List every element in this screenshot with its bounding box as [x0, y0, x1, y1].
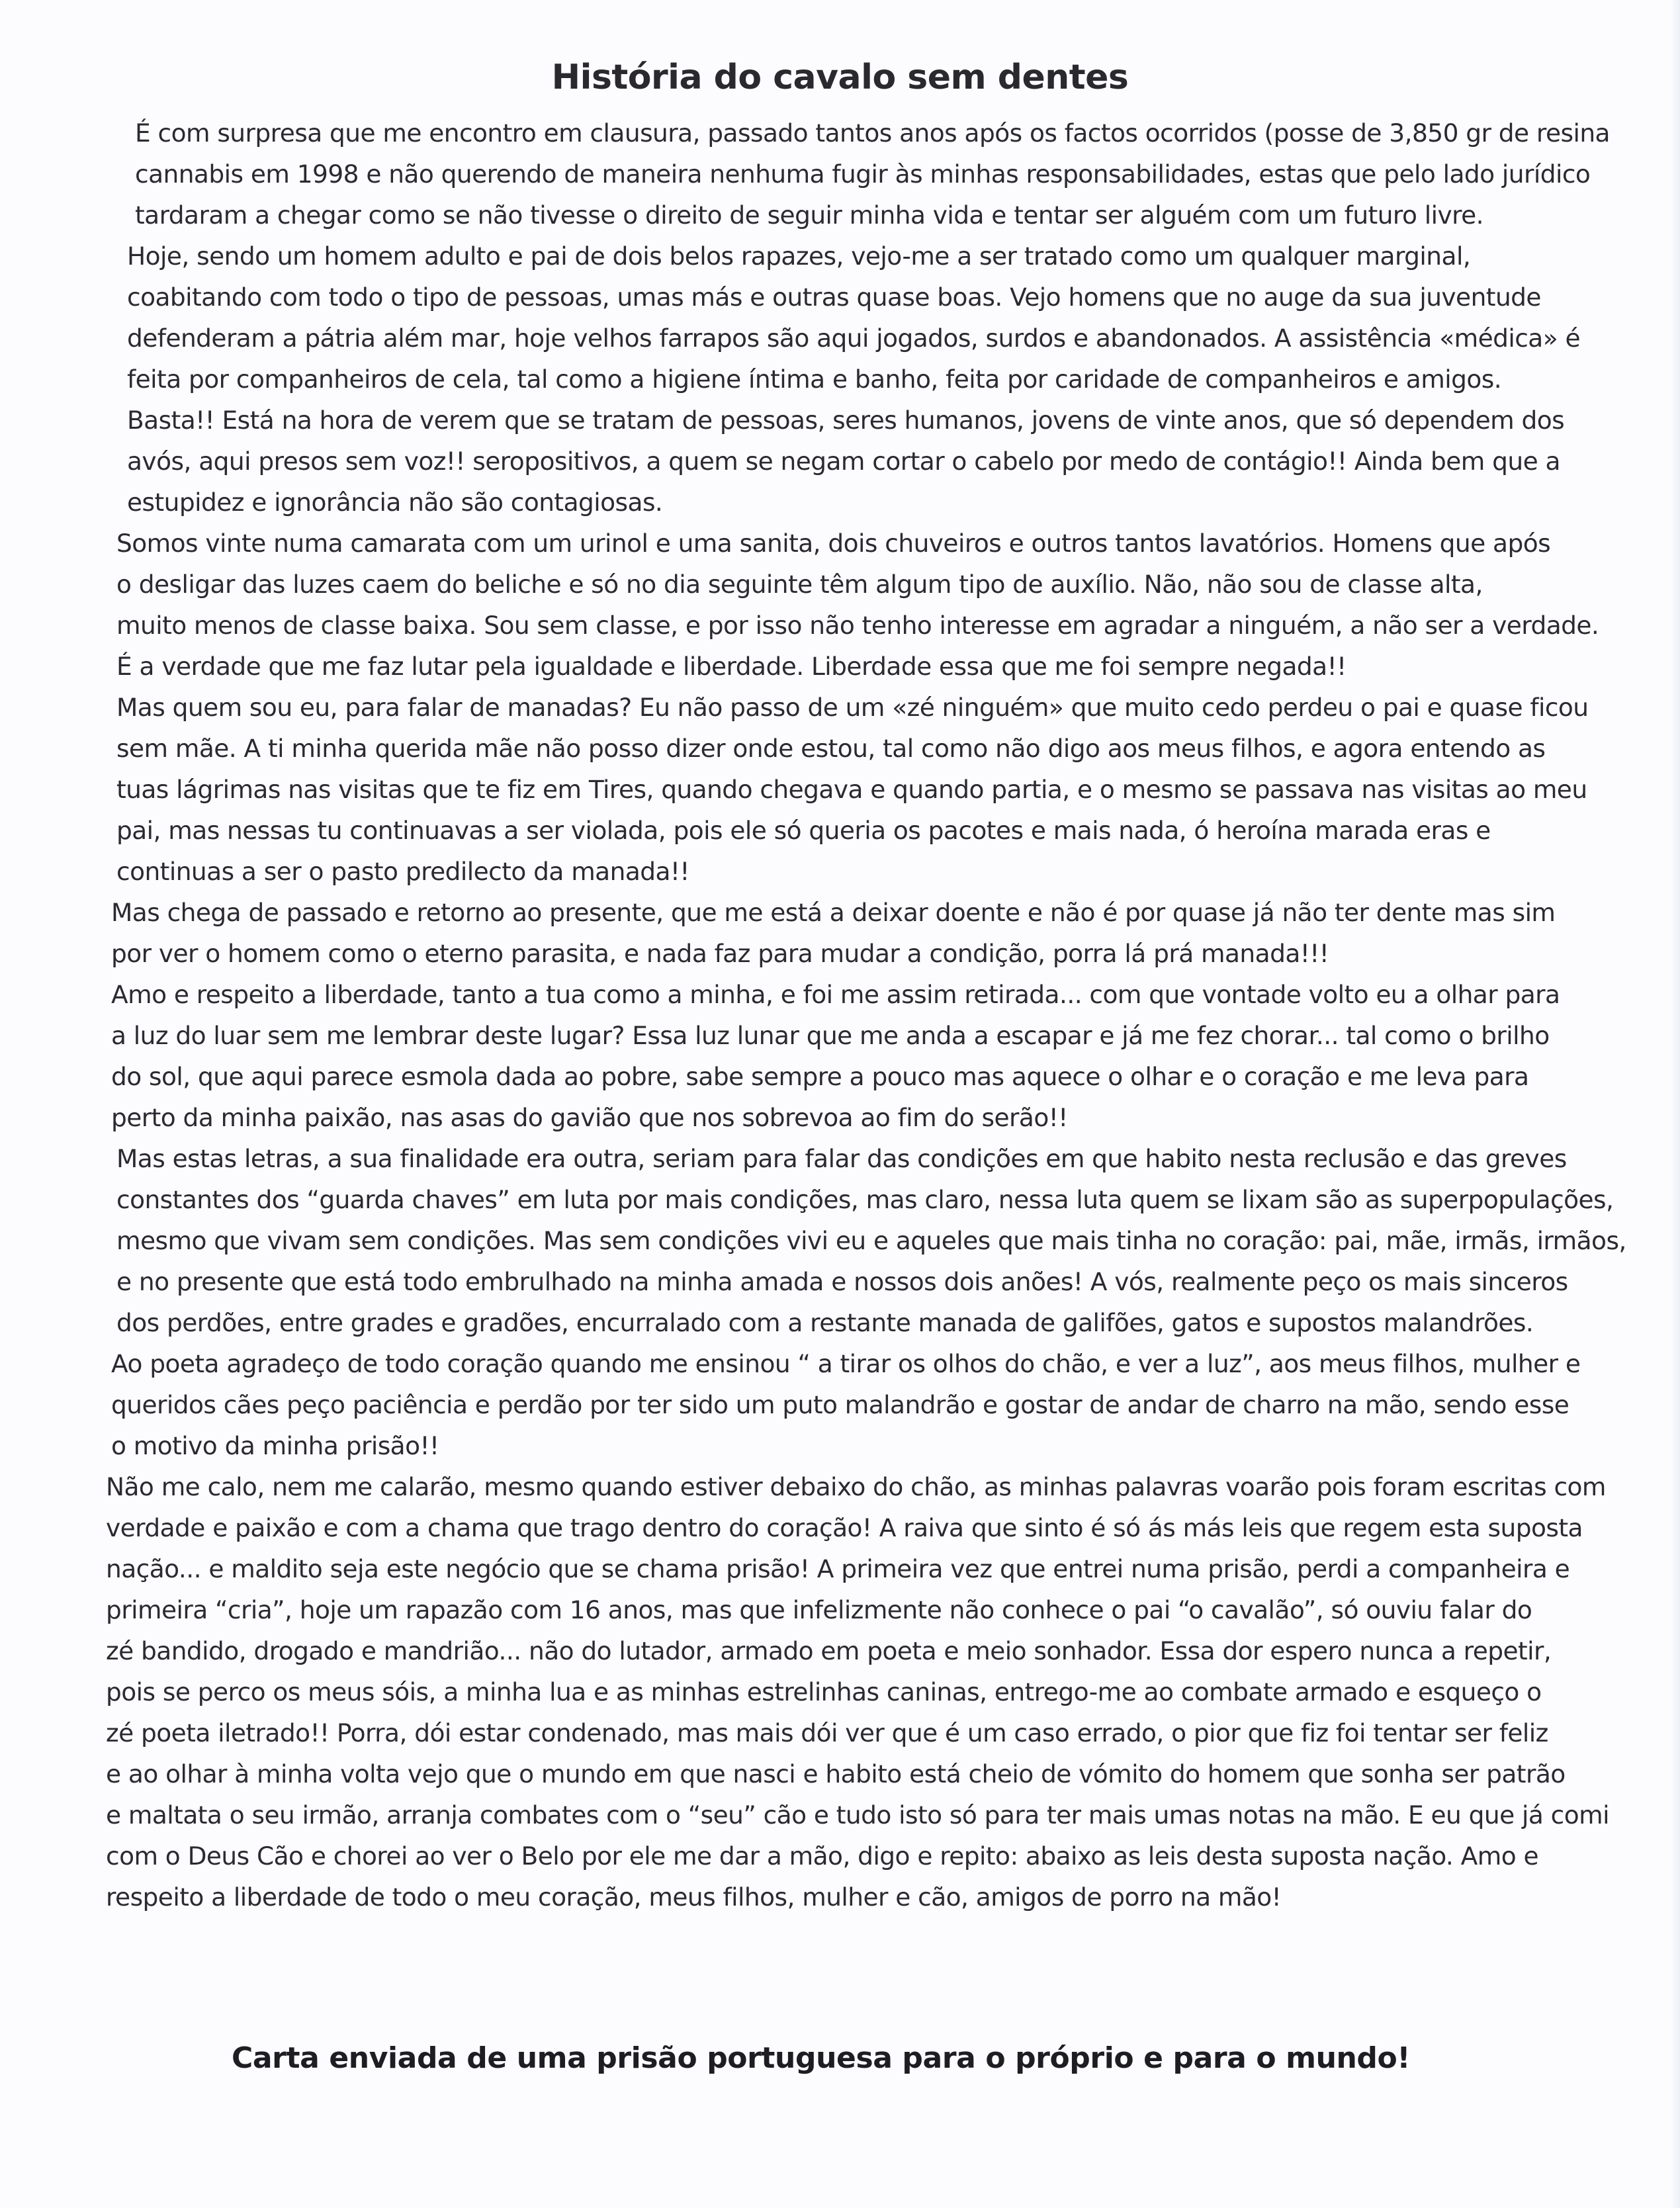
- text-line: nação... e maldito seja este negócio que se chama prisão! A primeira vez que entrei numa prisão, perdi a companheira e: [106, 1554, 1570, 1583]
- text-line: É a verdade que me faz lutar pela igualdade e liberdade. Liberdade essa que me foi sempre negada!!: [116, 652, 1347, 681]
- text-line: pai, mas nessas tu continuavas a ser violada, pois ele só queria os pacotes e mais nada, ó heroína marada eras e: [116, 816, 1491, 845]
- text-line: Basta!! Está na hora de verem que se tratam de pessoas, seres humanos, jovens de vinte anos, que só dependem dos: [127, 406, 1565, 435]
- text-line: mesmo que vivam sem condições. Mas sem condições vivi eu e aqueles que mais tinha no coração: pai, mãe, irmãs, irmãos,: [116, 1226, 1626, 1255]
- text-line: tardaram a chegar como se não tivesse o direito de seguir minha vida e tentar ser alguém com um futuro livre.: [135, 200, 1484, 230]
- text-line: zé poeta iletrado!! Porra, dói estar condenado, mas mais dói ver que é um caso errado, o pior que fiz foi tentar ser feliz: [106, 1718, 1548, 1747]
- text-line: cannabis em 1998 e não querendo de maneira nenhuma fugir às minhas responsabilidades, estas que pelo lado jurídico: [135, 159, 1591, 189]
- page-edge-shadow: [1671, 0, 1680, 2208]
- text-line: por ver o homem como o eterno parasita, e nada faz para mudar a condição, porra lá prá manada!!!: [111, 939, 1329, 968]
- paragraph: [106, 236, 1621, 400]
- paragraph: [106, 400, 1621, 523]
- paragraph: [106, 687, 1621, 892]
- text-line: Somos vinte numa camarata com um urinol e uma sanita, dois chuveiros e outros tantos lavatórios. Homens que após: [116, 529, 1551, 558]
- text-line: o desligar das luzes caem do beliche e só no dia seguinte têm algum tipo de auxílio. Não, não sou de classe alta,: [116, 570, 1483, 599]
- text-line: do sol, que aqui parece esmola dada ao pobre, sabe sempre a pouco mas aquece o olhar e o coração e me leva para: [111, 1062, 1529, 1091]
- paragraph: [106, 892, 1621, 974]
- paragraph: [106, 1138, 1626, 1343]
- letter-body: [106, 112, 1626, 1918]
- text-line: Mas chega de passado e retorno ao presente, que me está a deixar doente e não é por quase já não ter dente mas sim: [111, 898, 1556, 927]
- text-line: dos perdões, entre grades e gradões, encurralado com a restante manada de galifões, gatos e supostos malandrões.: [116, 1308, 1534, 1337]
- paragraph: [106, 974, 1621, 1138]
- text-line: defenderam a pátria além mar, hoje velhos farrapos são aqui jogados, surdos e abandonados. A assistência «médica» é: [127, 324, 1581, 353]
- text-line: sem mãe. A ti minha querida mãe não posso dizer onde estou, tal como não digo aos meus filhos, e agora entendo as: [116, 734, 1546, 763]
- paragraph: [106, 112, 1621, 236]
- text-line: e maltata o seu irmão, arranja combates com o “seu” cão e tudo isto só para ter mais umas notas na mão. E eu que já comi: [106, 1800, 1609, 1830]
- text-line: perto da minha paixão, nas asas do gavião que nos sobrevoa ao fim do serão!!: [111, 1103, 1068, 1132]
- text-line: verdade e paixão e com a chama que trago dentro do coração! A raiva que sinto é só ás más leis que regem esta suposta: [106, 1513, 1583, 1542]
- text-line: zé bandido, drogado e mandrião... não do lutador, armado em poeta e meio sonhador. Essa dor espero nunca a repetir,: [106, 1636, 1552, 1665]
- paragraph: [106, 523, 1621, 687]
- text-line: queridos cães peço paciência e perdão por ter sido um puto malandrão e gostar de andar de charro na mão, sendo esse: [111, 1390, 1569, 1419]
- text-line: respeito a liberdade de todo o meu coração, meus filhos, mulher e cão, amigos de porro na mão!: [106, 1882, 1282, 1912]
- text-line: pois se perco os meus sóis, a minha lua e as minhas estrelinhas caninas, entrego-me ao combate armado e esqueço o: [106, 1677, 1542, 1706]
- text-line: avós, aqui presos sem voz!! seropositivos, a quem se negam cortar o cabelo por medo de contágio!! Ainda bem que a: [127, 447, 1560, 476]
- text-line: constantes dos “guarda chaves” em luta por mais condições, mas claro, nessa luta quem se lixam são as superpopulações,: [116, 1185, 1614, 1214]
- text-line: Ao poeta agradeço de todo coração quando me ensinou “ a tirar os olhos do chão, e ver a luz”, aos meus filhos, mulher e: [111, 1349, 1581, 1378]
- text-line: coabitando com todo o tipo de pessoas, umas más e outras quase boas. Vejo homens que no auge da sua juventude: [127, 283, 1541, 312]
- document-title: História do cavalo sem dentes: [551, 57, 1129, 97]
- text-line: o motivo da minha prisão!!: [111, 1431, 439, 1460]
- text-line: estupidez e ignorância não são contagiosas.: [127, 488, 663, 517]
- text-line: e no presente que está todo embrulhado na minha amada e nossos dois anões! A vós, realmente peço os mais sinceros: [116, 1267, 1568, 1296]
- text-line: Mas quem sou eu, para falar de manadas? Eu não passo de um «zé ninguém» que muito cedo perdeu o pai e quase ficou: [116, 693, 1589, 722]
- text-line: Amo e respeito a liberdade, tanto a tua como a minha, e foi me assim retirada... com que vontade volto eu a olhar para: [111, 980, 1560, 1009]
- text-line: primeira “cria”, hoje um rapazão com 16 anos, mas que infelizmente não conhece o pai “o cavalão”, só ouviu falar do: [106, 1595, 1532, 1624]
- text-line: feita por companheiros de cela, tal como a higiene íntima e banho, feita por caridade de companheiros e amigos.: [127, 365, 1502, 394]
- text-line: continuas a ser o pasto predilecto da manada!!: [116, 857, 689, 886]
- paragraph: [106, 1343, 1621, 1466]
- text-line: É com surpresa que me encontro em clausura, passado tantos anos após os factos ocorridos (posse de 3,850 gr de resina: [135, 118, 1610, 148]
- text-line: a luz do luar sem me lembrar deste lugar? Essa luz lunar que me anda a escapar e já me fez chorar... tal como o brilho: [111, 1021, 1550, 1050]
- closing-statement: Carta enviada de uma prisão portuguesa para o próprio e para o mundo!: [232, 2041, 1411, 2075]
- paragraph: [106, 1466, 1621, 1918]
- text-line: Mas estas letras, a sua finalidade era outra, seriam para falar das condições em que habito nesta reclusão e das greves: [116, 1144, 1567, 1173]
- text-line: muito menos de classe baixa. Sou sem classe, e por isso não tenho interesse em agradar a ninguém, a não ser a verdade.: [116, 611, 1599, 640]
- text-line: e ao olhar à minha volta vejo que o mundo em que nasci e habito está cheio de vómito do homem que sonha ser patrão: [106, 1759, 1566, 1788]
- text-line: Hoje, sendo um homem adulto e pai de dois belos rapazes, vejo-me a ser tratado como um qualquer marginal,: [127, 242, 1471, 271]
- text-line: com o Deus Cão e chorei ao ver o Belo por ele me dar a mão, digo e repito: abaixo as leis desta suposta nação. Amo e: [106, 1841, 1539, 1871]
- text-line: tuas lágrimas nas visitas que te fiz em Tires, quando chegava e quando partia, e o mesmo se passava nas visitas ao meu: [116, 775, 1587, 804]
- text-line: Não me calo, nem me calarão, mesmo quando estiver debaixo do chão, as minhas palavras voarão pois foram escritas com: [106, 1472, 1606, 1501]
